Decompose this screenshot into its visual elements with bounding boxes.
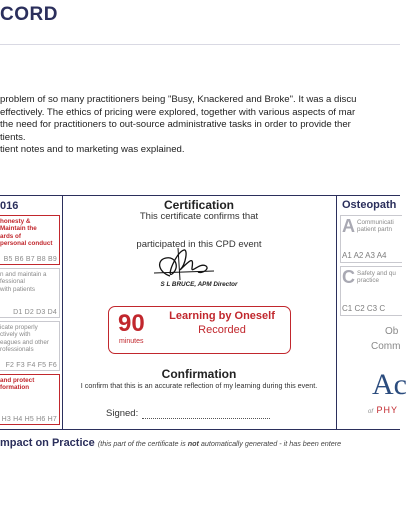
standard-line: with patients: [0, 285, 36, 293]
intro-line: tient notes and to marketing was explained.: [0, 144, 185, 156]
intro-text: [0, 94, 400, 157]
standard-line: ctively with: [0, 331, 31, 339]
standard-box-d: [0, 268, 60, 318]
director-signature: [150, 246, 220, 282]
frame-top-line: [0, 195, 400, 196]
standard-line: patient partn: [357, 226, 393, 234]
standard-line: eagues and other: [0, 338, 50, 346]
standard-line: practice: [357, 277, 380, 285]
frame-left-divider: [62, 195, 63, 429]
impact-note-post: automatically generated - it has been entere: [198, 439, 342, 448]
intro-line: the need for practitioners to out-source administrative tasks in order to provide ther: [0, 119, 351, 131]
cpd-hours-box: [108, 306, 291, 354]
impact-heading-row: [0, 437, 341, 449]
standard-codes: B5 B6 B7 B8 B9: [3, 255, 57, 263]
standard-letter: C: [342, 267, 355, 287]
standard-line: and protect: [0, 377, 35, 384]
standard-line: icate properly: [0, 324, 38, 331]
confirmation-text: I confirm that this is an accurate reflection of my learning during this event.: [80, 381, 318, 390]
confirmation-heading: Confirmation: [161, 367, 237, 381]
standard-line: personal conduct: [0, 240, 53, 248]
logo-phy: PHY: [376, 405, 399, 415]
impact-heading: mpact on Practice: [0, 437, 95, 449]
standard-codes: C1 C2 C3 C: [342, 304, 386, 313]
osteopath-standards-heading: Osteopath: [342, 199, 397, 211]
cpd-status: Recorded: [198, 324, 246, 336]
frame-right-divider: [336, 195, 337, 429]
academy-logo-subtitle: [368, 405, 398, 415]
impact-note: [98, 439, 341, 448]
standard-line: Safety and qu: [357, 270, 396, 277]
standard-line: ards of: [0, 232, 21, 240]
standard-box-a: [340, 215, 402, 263]
signature-line[interactable]: [142, 418, 270, 419]
certification-text-2: participated in this CPD event: [136, 239, 262, 250]
standard-box-h: [0, 374, 60, 425]
standard-line: formation: [0, 384, 30, 392]
intro-line: effectively. The ethics of pricing were explored, together with various aspects of mar: [0, 106, 356, 118]
ob-text: Ob: [385, 326, 399, 337]
standard-letter: A: [342, 216, 355, 236]
standard-codes: H3 H4 H5 H6 H7: [1, 415, 57, 423]
signer-name: S L BRUCE, APM Director: [160, 281, 238, 288]
academy-logo: Ac: [372, 368, 407, 401]
standard-box-b: [0, 215, 60, 265]
header-divider: [0, 44, 400, 45]
standard-line: Maintain the: [0, 225, 37, 233]
standard-text: [357, 219, 394, 234]
impact-note-pre: (this part of the certificate is: [97, 439, 188, 448]
standard-line: Communicati: [357, 219, 394, 226]
standard-line: n and maintain a: [0, 271, 47, 278]
cpd-duration-unit: minutes: [119, 338, 144, 345]
impact-note-bold: not: [187, 439, 199, 448]
standard-text: [357, 270, 396, 285]
certification-heading: Certification: [163, 198, 234, 212]
standard-codes: D1 D2 D3 D4: [13, 308, 57, 316]
standard-line: rofessionals: [0, 346, 34, 354]
standard-codes: F2 F3 F4 F5 F6: [5, 361, 57, 369]
certification-text: This certificate confirms that: [139, 211, 259, 222]
standard-codes: A1 A2 A3 A4: [342, 251, 387, 260]
frame-bottom-line: [0, 429, 400, 430]
comm-text: Comm: [371, 341, 401, 352]
standard-line: honesty &: [0, 218, 31, 225]
page-title: CORD: [0, 4, 58, 25]
intro-line: problem of so many practitioners being "Busy, Knackered and Broke". It was a discu: [0, 94, 357, 105]
intro-line: tients.: [0, 131, 26, 143]
standard-box-f: [0, 321, 60, 371]
standard-line: fessional: [0, 278, 25, 286]
standard-box-c: [340, 266, 402, 316]
cpd-duration: 90: [118, 310, 145, 337]
standards-year: 016: [0, 200, 19, 212]
logo-of: of: [368, 409, 374, 415]
cpd-activity-type: Learning by Oneself: [169, 310, 275, 322]
signed-label: Signed:: [106, 408, 139, 419]
